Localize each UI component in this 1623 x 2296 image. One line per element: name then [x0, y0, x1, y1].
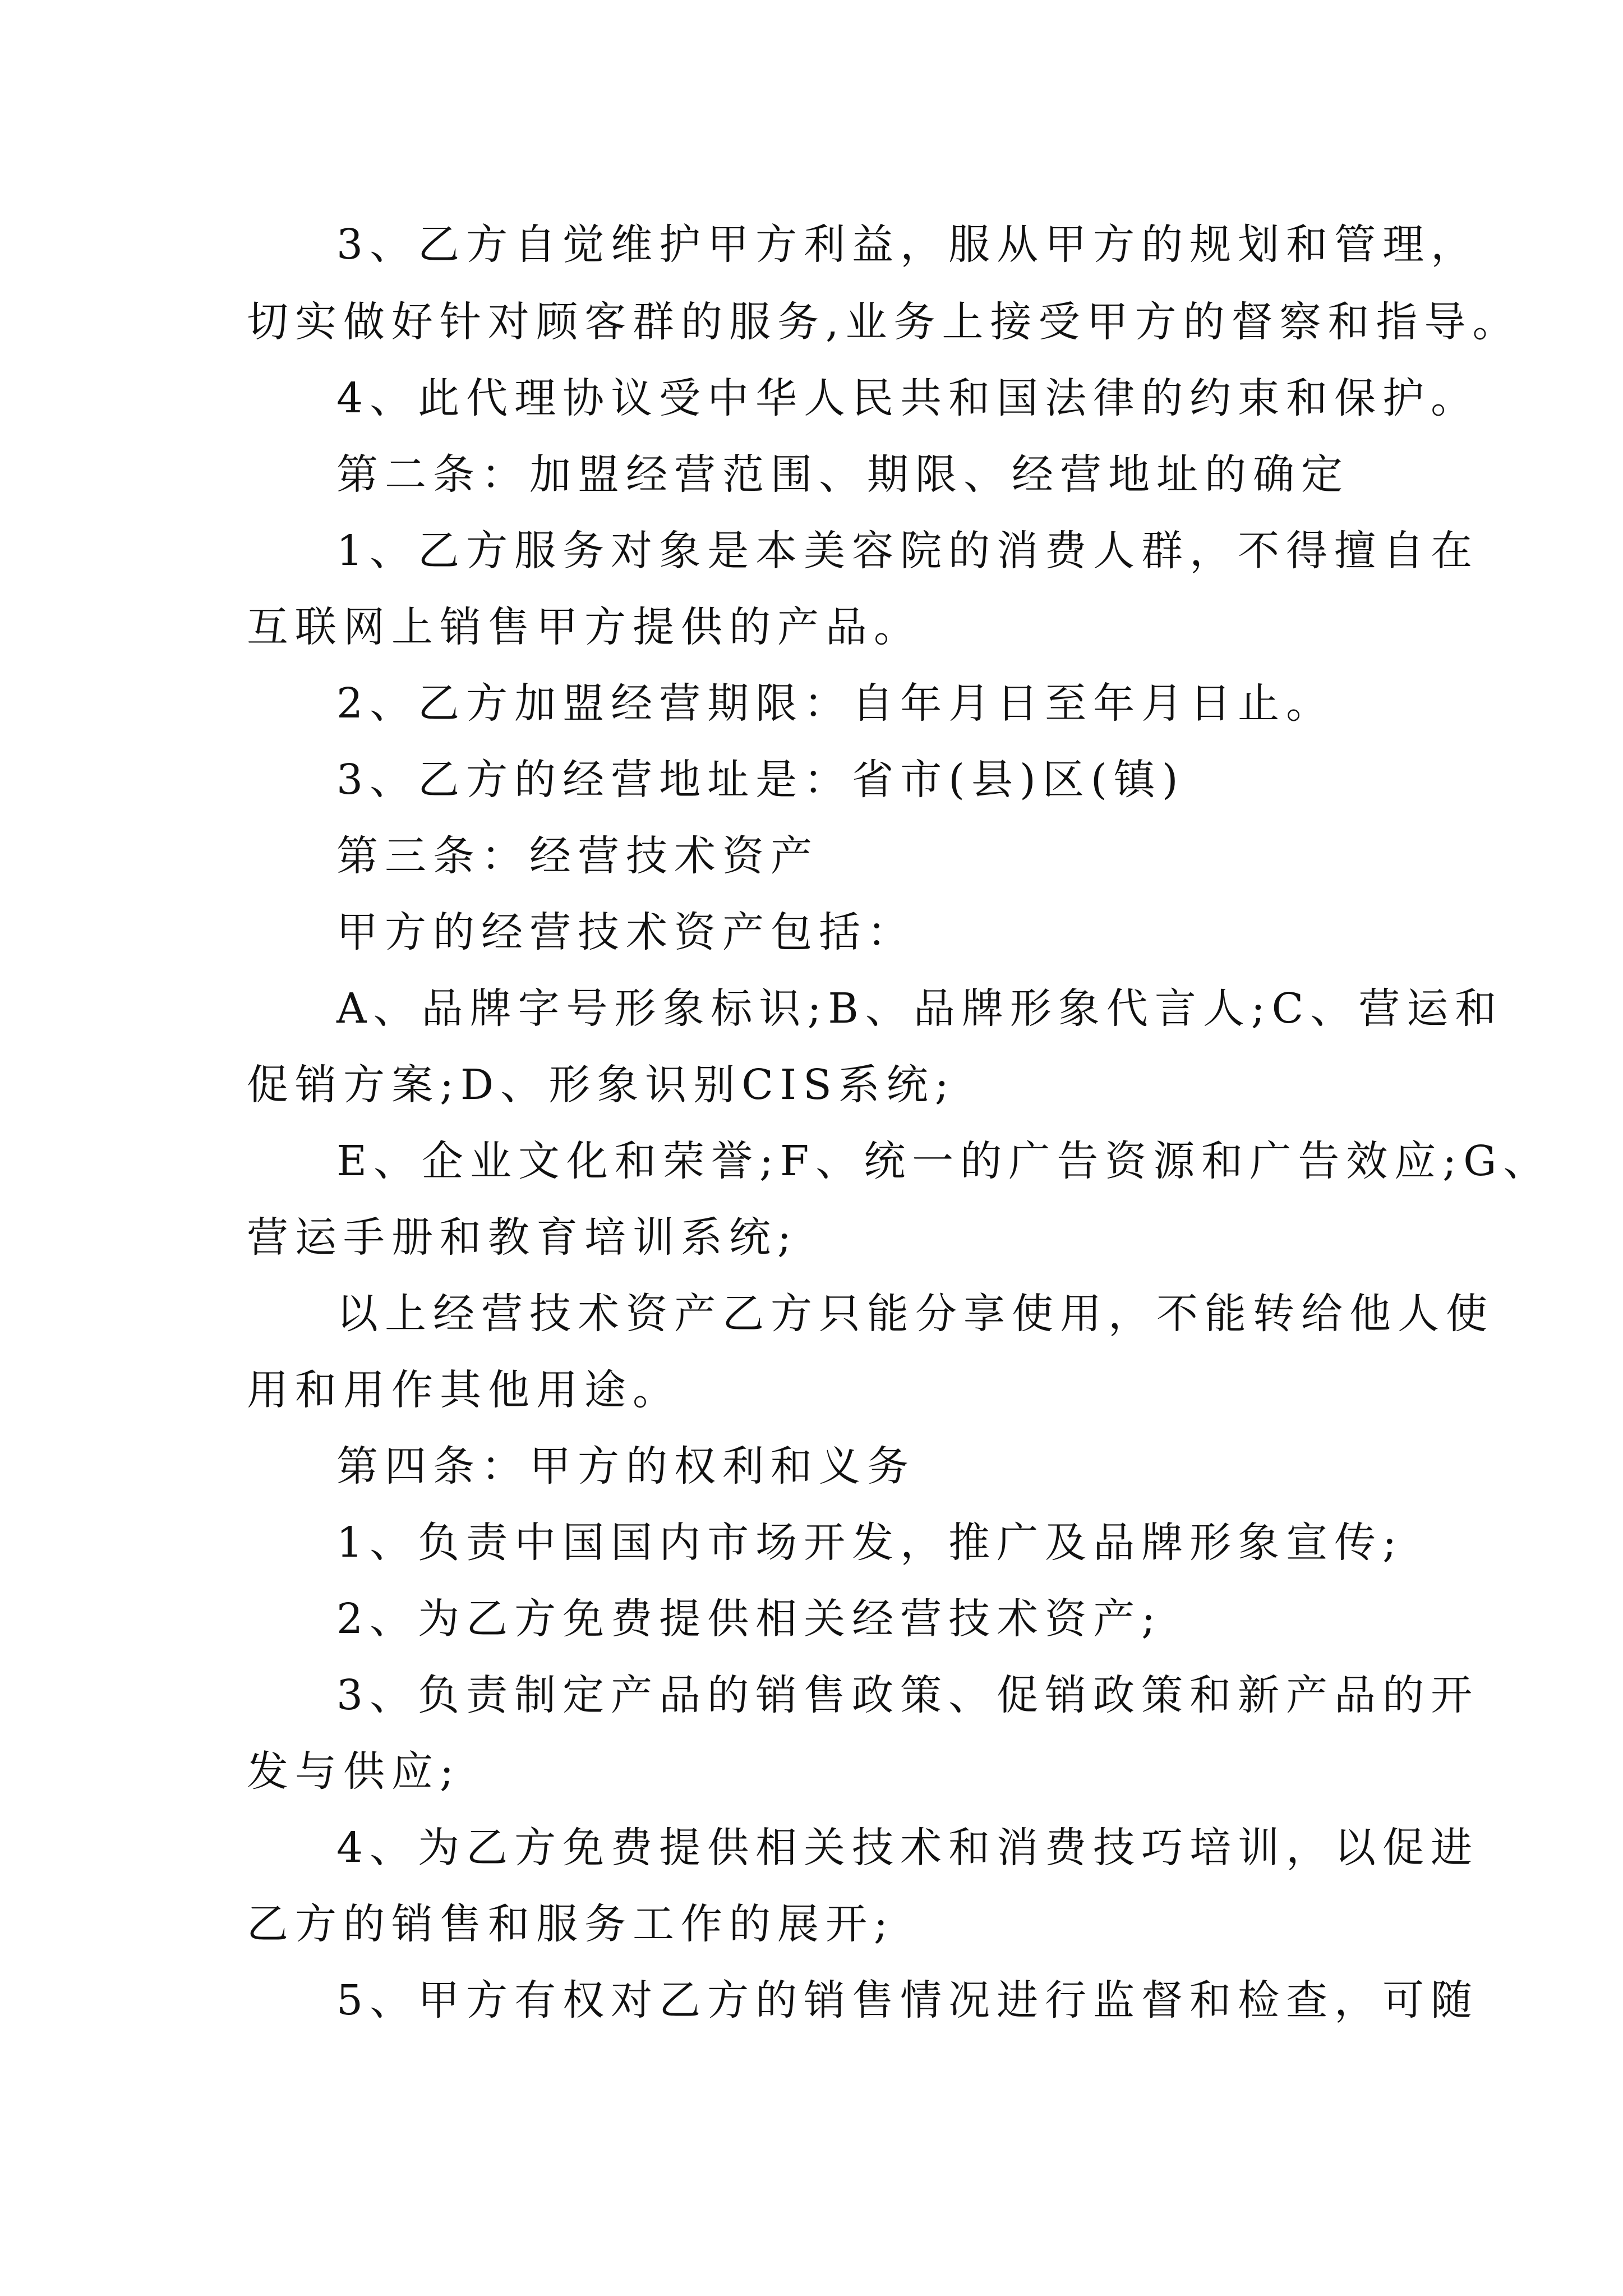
paragraph-line: 3、负责制定产品的销售政策、促销政策和新产品的开: [336, 1671, 1479, 1719]
paragraph-line: 营运手册和教育培训系统;: [247, 1213, 798, 1262]
paragraph-line: E、企业文化和荣誉;F、统一的广告资源和广告效应;G、: [336, 1137, 1552, 1185]
paragraph-line: 1、负责中国国内市场开发，推广及品牌形象宣传;: [336, 1519, 1404, 1567]
paragraph-line: 4、为乙方免费提供相关技术和消费技巧培训，以促进: [336, 1824, 1479, 1872]
paragraph-line: 切实做好针对顾客群的服务,业务上接受甲方的督察和指导。: [247, 298, 1521, 346]
paragraph-line: 促销方案;D、形象识别CIS系统;: [247, 1061, 956, 1109]
paragraph-line: 2、为乙方免费提供相关经营技术资产;: [336, 1595, 1163, 1643]
paragraph-line: 2、乙方加盟经营期限：自年月日至年月日止。: [336, 679, 1335, 728]
paragraph-line: 3、乙方的经营地址是：省市(县)区(镇): [336, 756, 1185, 804]
paragraph-line: 用和用作其他用途。: [247, 1366, 681, 1414]
section-heading: 第四条：甲方的权利和义务: [336, 1442, 915, 1490]
paragraph-line: 乙方的销售和服务工作的展开;: [247, 1900, 895, 1948]
paragraph-line: 1、乙方服务对象是本美容院的消费人群，不得擅自在: [336, 527, 1479, 575]
section-heading: 第二条：加盟经营范围、期限、经营地址的确定: [336, 450, 1349, 499]
paragraph-line: 发与供应;: [247, 1747, 460, 1796]
paragraph-line: 甲方的经营技术资产包括：: [336, 908, 915, 956]
paragraph-line: 4、此代理协议受中华人民共和国法律的约束和保护。: [336, 374, 1479, 422]
paragraph-line: A、品牌字号形象标识;B、品牌形象代言人;C、营运和: [336, 984, 1504, 1033]
section-heading: 第三条：经营技术资产: [336, 832, 819, 880]
paragraph-line: 5、甲方有权对乙方的销售情况进行监督和检查，可随: [336, 1976, 1479, 2024]
paragraph-line: 互联网上销售甲方提供的产品。: [247, 603, 922, 651]
paragraph-line: 3、乙方自觉维护甲方利益，服从甲方的规划和管理，: [336, 220, 1479, 269]
paragraph-line: 以上经营技术资产乙方只能分享使用，不能转给他人使: [336, 1290, 1494, 1338]
